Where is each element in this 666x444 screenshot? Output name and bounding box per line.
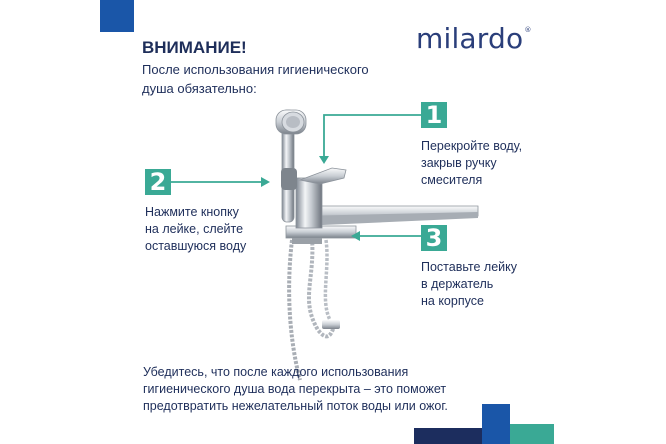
step-text-line: смесителя [421, 173, 483, 187]
step-text [421, 138, 561, 189]
step-text-line: на корпусе [421, 294, 484, 308]
footer-line: Убедитесь, что после каждого использования [143, 365, 409, 379]
warning-subtitle-line: душа обязательно: [142, 81, 257, 96]
step-text-line: Поставьте лейку [421, 260, 517, 274]
step-text-line: на лейке, слейте [145, 222, 244, 236]
decor-block-teal [510, 424, 554, 444]
warning-title: ВНИМАНИЕ! [142, 38, 247, 57]
step-text-line: оставшуюся воду [145, 239, 247, 253]
registered-mark: ® [524, 26, 532, 34]
brand-logo-text: milardo [416, 22, 524, 55]
step-text-line: Перекройте воду, [421, 139, 523, 153]
footer-note [143, 364, 463, 415]
step-text-line: Нажмите кнопку [145, 205, 239, 219]
step-text [421, 259, 561, 310]
footer-line: предотвратить нежелательный поток воды или ожог. [143, 399, 448, 413]
step-text-line: закрыв ручку [421, 156, 497, 170]
step-text-line: в держатель [421, 277, 494, 291]
step-number-badge: 3 [421, 225, 447, 251]
decor-block-blue [482, 404, 510, 444]
step-number-badge: 1 [421, 102, 447, 128]
warning-subtitle-line: После использования гигиенического [142, 62, 369, 77]
step-number-badge: 2 [145, 169, 171, 195]
step-text [145, 204, 285, 255]
footer-line: гигиенического душа вода перекрыта – это поможет [143, 382, 447, 396]
